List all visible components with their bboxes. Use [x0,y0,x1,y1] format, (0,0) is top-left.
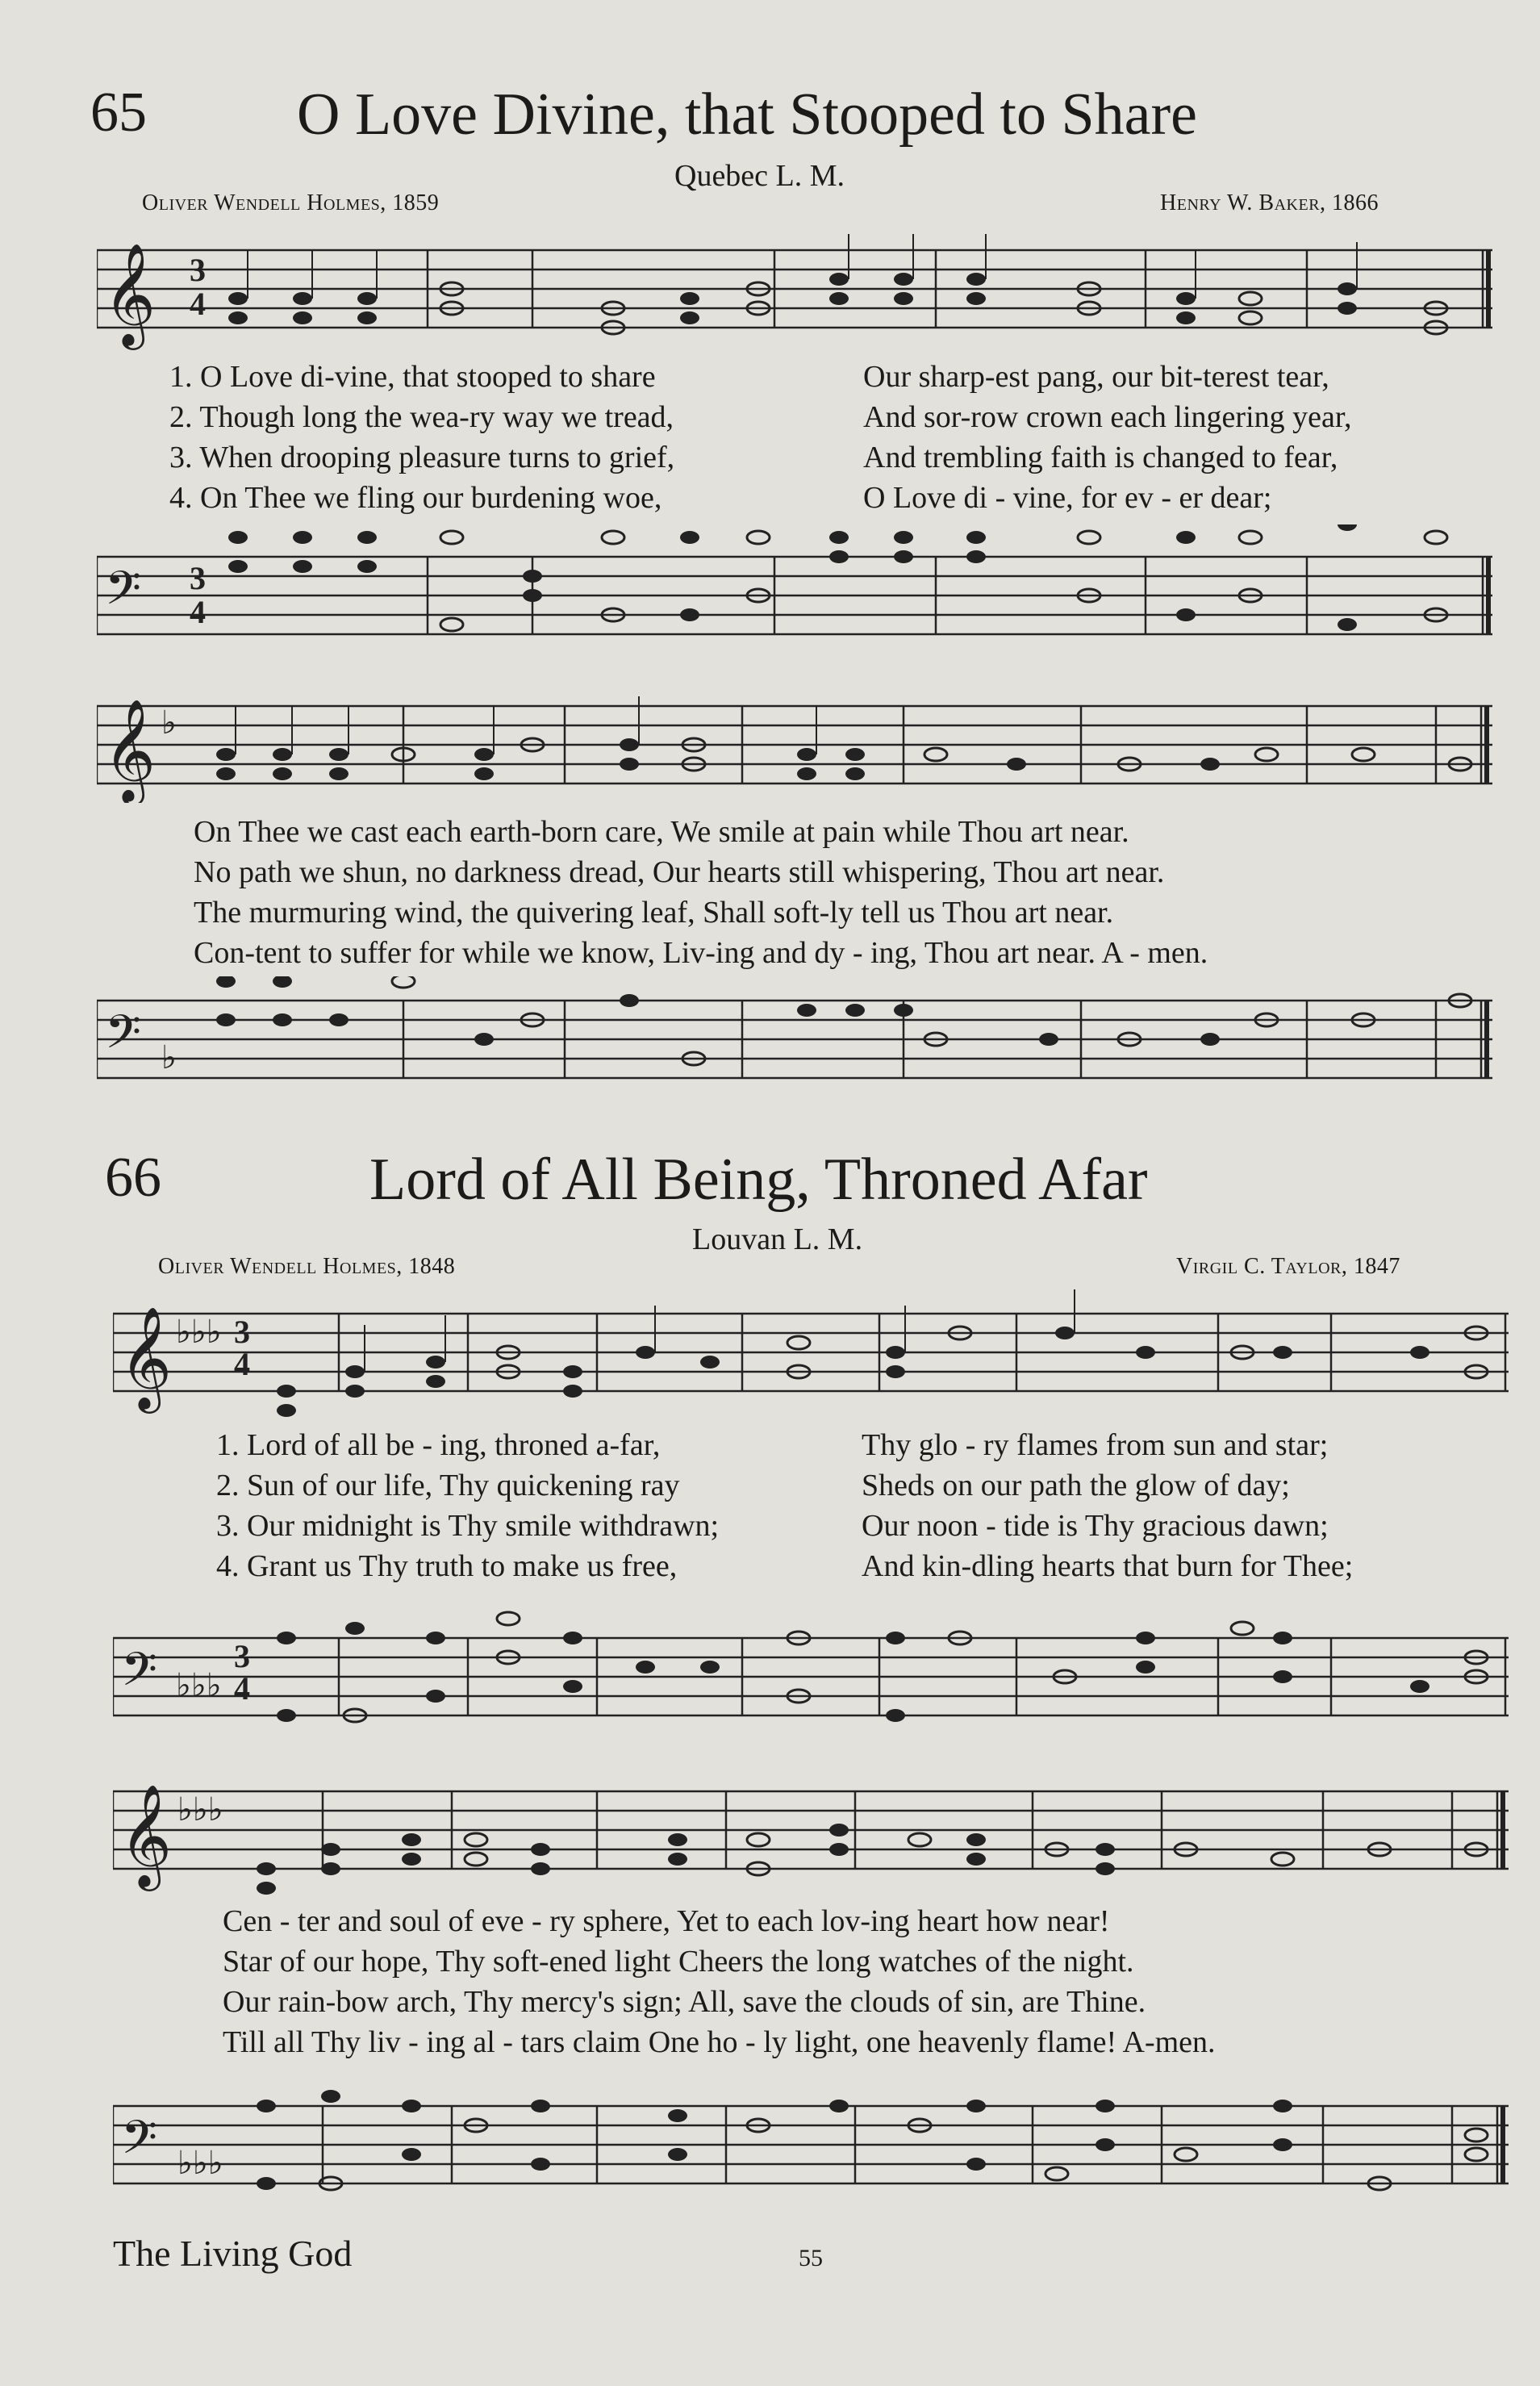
svg-text:♭♭♭: ♭♭♭ [176,1667,222,1704]
author-credit: Oliver Wendell Holmes, 1859 [142,190,440,215]
svg-text:4: 4 [234,1670,250,1707]
verse-text: 2. Though long the wea-ry way we tread, [169,400,674,434]
treble-staff [97,682,1492,803]
tune-name: Quebec L. M. [674,159,845,193]
svg-text:♭: ♭ [161,704,177,742]
svg-text:♭♭♭: ♭♭♭ [177,1791,223,1828]
svg-text:𝄢: 𝄢 [121,2110,158,2176]
treble-staff [113,1289,1509,1427]
svg-text:𝄞: 𝄞 [103,242,157,345]
treble-staff [97,234,1492,355]
verse-line [169,397,1352,437]
verse-text: And kin-dling hearts that burn for Thee; [862,1549,1354,1583]
verse-text: 3. Our midnight is Thy smile withdrawn; [216,1509,720,1543]
verse-line: Till all Thy liv - ing al - tars claim One ho - ly light, one heavenly flame! A-men. [223,2025,1216,2059]
verse-line: Con-tent to suffer for while we know, Liv-ing and dy - ing, Thou art near. A - men. [194,936,1208,970]
hymn-number: 66 [105,1147,161,1209]
svg-text:3: 3 [234,1314,250,1350]
verse-line: No path we shun, no darkness dread, Our hearts still whispering, Thou art near. [194,855,1165,889]
svg-text:3: 3 [190,560,206,596]
hymn-number: 65 [90,81,147,144]
verse-block [216,1425,1353,1586]
svg-text:3: 3 [190,252,206,288]
svg-text:4: 4 [190,286,206,322]
verse-line [216,1546,1353,1586]
svg-text:♭♭♭: ♭♭♭ [176,1314,222,1351]
svg-text:𝄞: 𝄞 [119,1783,173,1887]
verse-line [216,1465,1353,1506]
verse-line: The murmuring wind, the quivering leaf, Shall soft-ly tell us Thou art near. [194,896,1114,930]
svg-text:𝄞: 𝄞 [119,1306,173,1409]
svg-text:4: 4 [234,1346,250,1382]
verse-block [169,357,1352,518]
verse-line: Star of our hope, Thy soft-ened light Cheers the long watches of the night. [223,1945,1134,1979]
section-title: The Living God [113,2233,353,2274]
verse-block [194,812,1208,973]
verse-text: 1. Lord of all be - ing, throned a-far, [216,1428,661,1462]
verse-text: Our sharp-est pang, our bit-terest tear, [863,360,1329,394]
svg-text:3: 3 [234,1638,250,1674]
verse-line: Our rain-bow arch, Thy mercy's sign; All, save the clouds of sin, are Thine. [223,1985,1146,2019]
verse-text: Sheds on our path the glow of day; [862,1469,1290,1502]
svg-text:𝄞: 𝄞 [103,698,157,801]
svg-text:𝄢: 𝄢 [105,561,142,627]
verse-text: O Love di - vine, for ev - er dear; [863,481,1272,515]
composer-credit: Virgil C. Taylor, 1847 [1176,1254,1400,1279]
verse-text: 1. O Love di-vine, that stooped to share [169,360,656,394]
verse-line [216,1506,1353,1546]
hymn-title: Lord of All Being, Throned Afar [369,1147,1148,1213]
author-credit: Oliver Wendell Holmes, 1848 [158,1254,456,1279]
verse-line [169,437,1352,478]
svg-text:♭: ♭ [161,1039,177,1076]
verse-line [169,478,1352,518]
verse-text: 4. On Thee we fling our burdening woe, [169,481,662,515]
verse-block [223,1901,1216,2062]
verse-text: And trembling faith is changed to fear, [863,441,1338,474]
svg-text:♭♭♭: ♭♭♭ [177,2145,223,2182]
treble-staff [113,1759,1509,1896]
verse-text: 4. Grant us Thy truth to make us free, [216,1549,678,1583]
page-number: 55 [799,2245,823,2271]
tune-name: Louvan L. M. [692,1222,863,1256]
bass-staff [113,1598,1509,1727]
verse-line [169,357,1352,397]
svg-text:𝄢: 𝄢 [105,1005,142,1071]
bass-staff [113,2074,1509,2203]
verse-text: And sor-row crown each lingering year, [863,400,1352,434]
verse-text: 3. When drooping pleasure turns to grief, [169,441,675,474]
bass-staff [97,976,1492,1097]
verse-line: Cen - ter and soul of eve - ry sphere, Yet to each lov-ing heart how near! [223,1904,1110,1938]
bass-staff [97,524,1492,654]
hymn-title: O Love Divine, that Stooped to Share [297,81,1197,148]
svg-text:4: 4 [190,594,206,630]
verse-line: On Thee we cast each earth-born care, We smile at pain while Thou art near. [194,815,1129,849]
composer-credit: Henry W. Baker, 1866 [1160,190,1379,215]
verse-text: Thy glo - ry flames from sun and star; [862,1428,1329,1462]
verse-text: Our noon - tide is Thy gracious dawn; [862,1509,1329,1543]
svg-text:𝄢: 𝄢 [121,1642,158,1708]
verse-line [216,1425,1353,1465]
verse-text: 2. Sun of our life, Thy quickening ray [216,1469,680,1502]
